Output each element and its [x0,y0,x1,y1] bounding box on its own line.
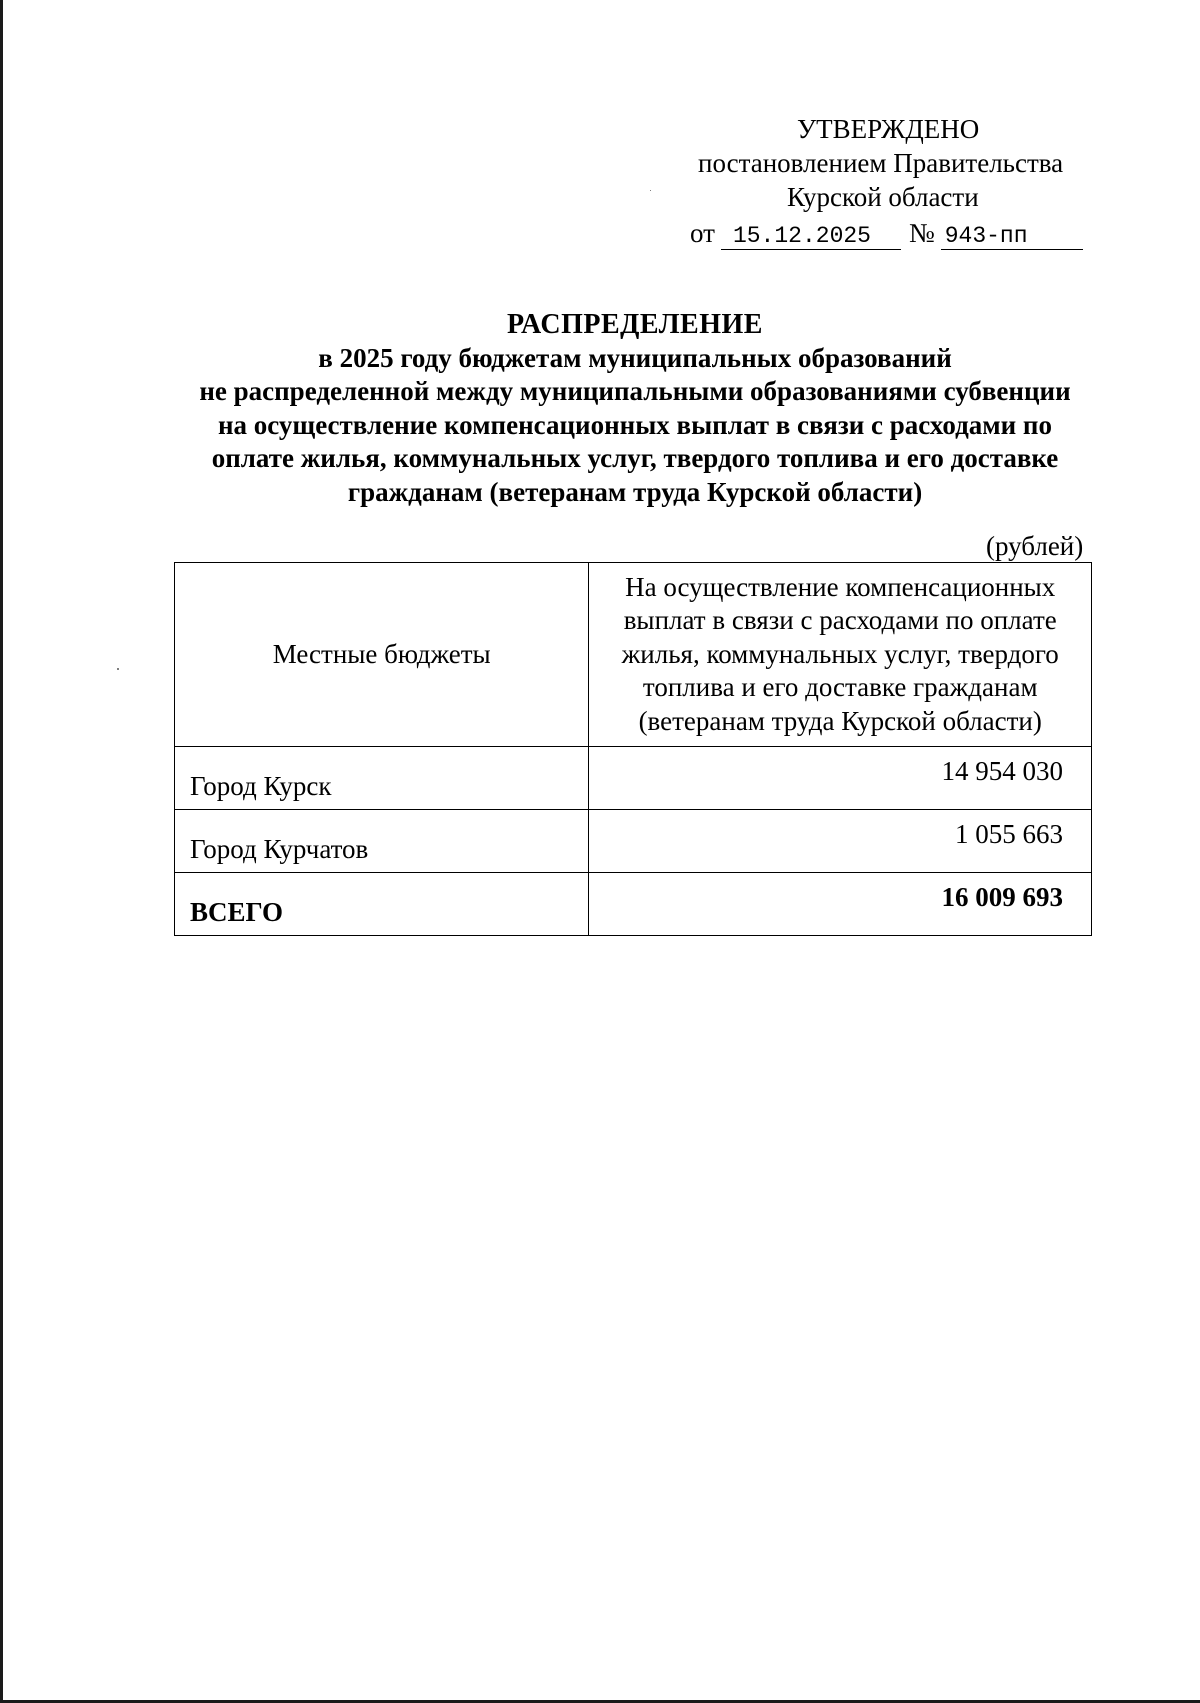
table-row [175,810,1092,873]
approval-date-number-line [690,216,1110,250]
heading-line: на осуществление компенсационных выплат в связи с расходами по [217,409,1052,440]
units-label: (рублей) [986,531,1084,561]
header-compensation [589,563,1092,747]
scan-border-left [0,0,3,1703]
row-value: 14 954 030 [589,747,1092,810]
row-name: Город Курск [175,747,589,810]
approval-issuer: постановлением Правительства [698,148,1064,178]
total-value: 16 009 693 [589,873,1092,936]
row-name: Город Курчатов [175,810,589,873]
header-line: топлива и его доставке гражданам [642,672,1038,703]
approval-region: Курской области [787,182,979,212]
approval-heading: УТВЕРЖДЕНО [797,114,980,144]
heading-line: гражданам (ветеранам труда Курской области) [347,476,923,507]
table-row [175,747,1092,810]
decree-date: 15.12.2025 [721,222,901,250]
heading-line: оплате жилья, коммунальных услуг, твердого топлива и его доставке [211,443,1059,473]
distribution-table [174,562,1092,936]
document-heading [150,308,1120,509]
table-header-row [175,563,1092,747]
header-line: жилья, коммунальных услуг, твердого [621,638,1059,669]
date-prefix: от [690,218,715,248]
header-local-budgets: Местные бюджеты [175,563,589,747]
header-line: выплат в связи с расходами по оплате [623,605,1057,636]
scan-speck [650,190,651,191]
approval-block [690,112,1110,250]
row-value: 1 055 663 [589,810,1092,873]
document-title: РАСПРЕДЕЛЕНИЕ [507,309,763,340]
header-line: (ветеранам труда Курской области) [638,705,1042,736]
decree-number: 943-пп [941,222,1083,250]
number-sign: № [908,218,935,248]
total-label: ВСЕГО [175,873,589,936]
header-line: На осуществление компенсационных [625,571,1056,602]
heading-line: в 2025 году бюджетам муниципальных образований [318,342,952,373]
scan-speck [117,668,119,670]
total-row [175,873,1092,936]
heading-line: не распределенной между муниципальными образованиями субвенции [199,376,1071,406]
